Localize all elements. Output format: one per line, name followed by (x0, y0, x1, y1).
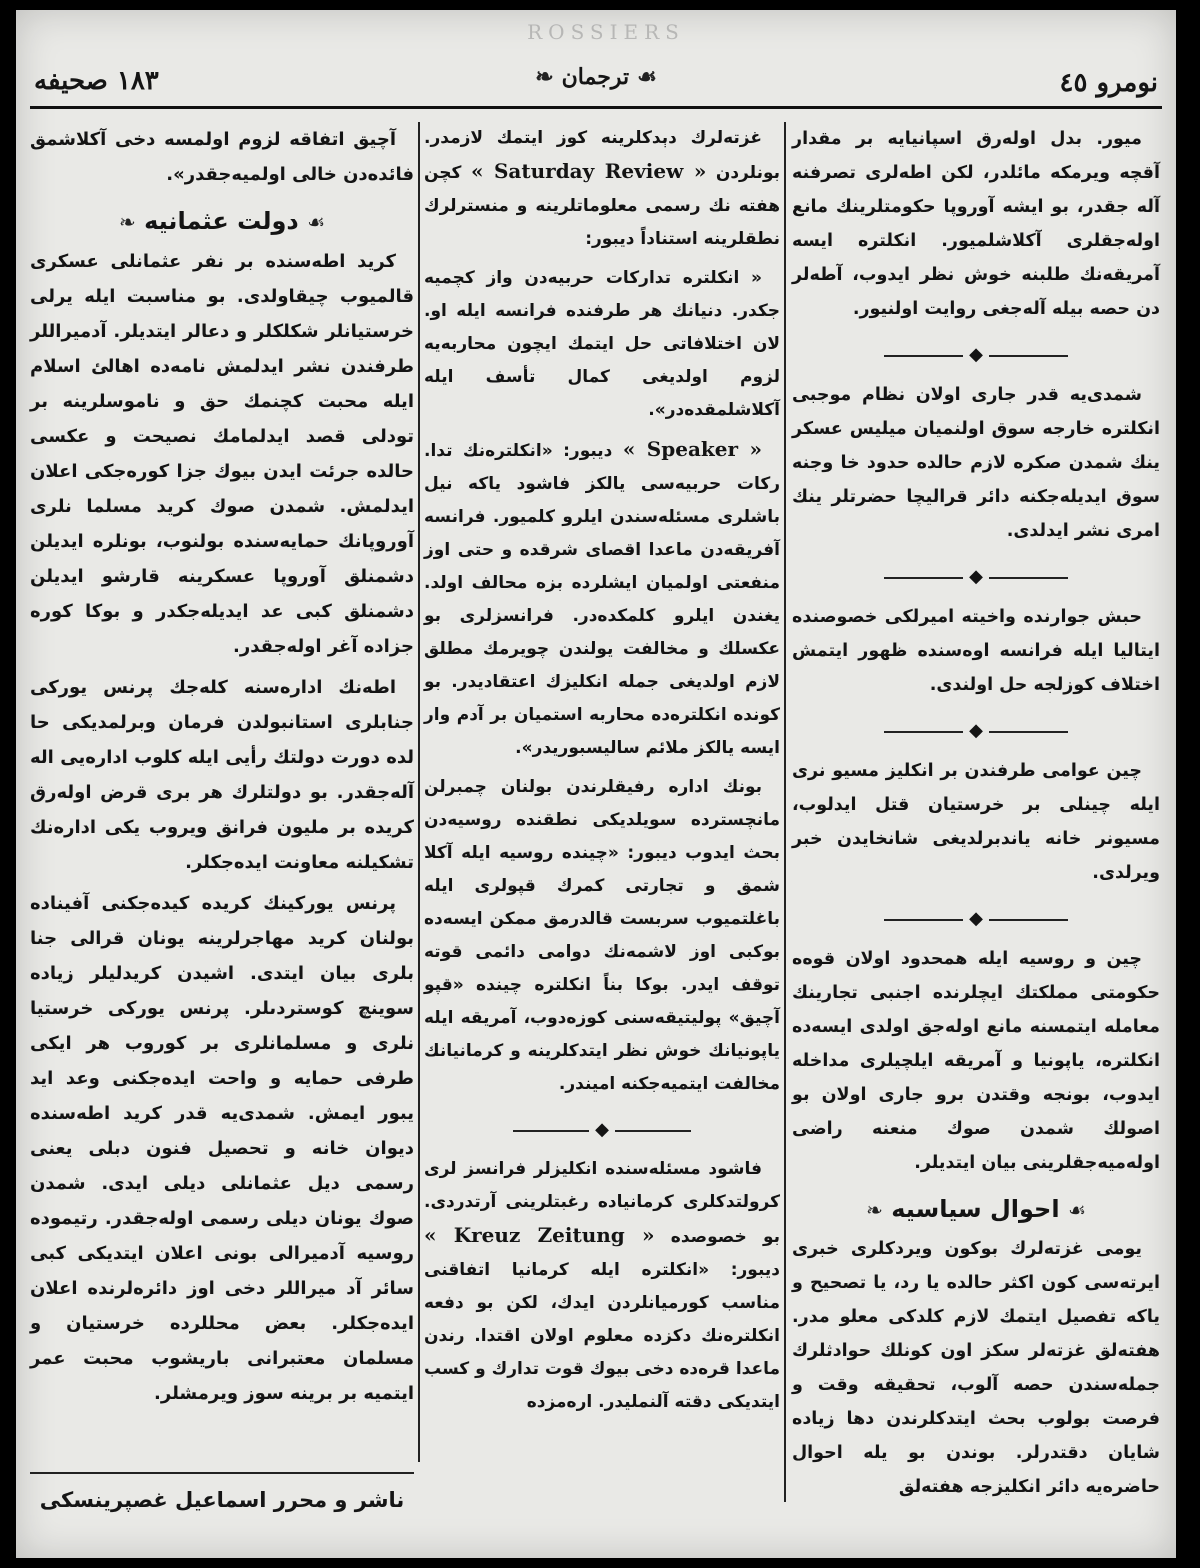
article-text: كچن هفته (424, 163, 781, 216)
ornament-icon: ❧ (535, 64, 554, 90)
article-paragraph (424, 433, 780, 765)
periodical-name: « Speaker » (622, 437, 762, 461)
ornament-icon: ☙ (307, 210, 326, 234)
section-heading-political (792, 1186, 1160, 1232)
diamond-icon: ◆ (963, 344, 989, 365)
section-heading-ottoman (30, 198, 414, 244)
article-text: فاشود مسئلەسنده انكليزلر فرانسز لرى كرولتدكلرى كرمانياده رغبتلرينى آرتدردى. بو خصوصده (424, 1159, 780, 1247)
article-text: غزتەلرك دېدكلرينه كوز ايتمك لازمدر. بونلردن (424, 128, 781, 183)
article-paragraph: چين و روسيه ايله همحدود اولان قوەه حكومتى مملكتك ايچلرنده اجنبى تجارينك معامله ايتمسنه مانع اولەجق اولدى ايسەده انكلتره، ياپونيا و آمريقه ايلچيلرى مداخله ايدوب، بونجه وقتدن برو جارى اولان بو اصولك شمدن صوك منعنه راضى اولەميەجقلرينى بيان ايتديلر. (792, 949, 1160, 1173)
section-divider (792, 554, 1160, 600)
article-paragraph: آچيق اتفاقه لزوم اولمسه دخى آكلاشمق فائدەدن خالى اولميەجقدر». (30, 129, 414, 185)
footer-rule (30, 1472, 414, 1474)
article-paragraph: حبش جوارنده واخيته اميرلكى خصوصنده ايتاليا ايله فرانسه اوەسنده ظهور ايتمش اختلاف كوزلجه حل اولندى. (792, 607, 1160, 695)
article-paragraph (424, 122, 780, 256)
ornament-icon: ☙ (1067, 1198, 1086, 1222)
column-middle (424, 122, 780, 1425)
article-paragraph: يومى غزتەلرك بوكون ويردكلرى خبرى ايرتەسى كون اكثر حالده يا رد، يا تصحيح و ياكه تفصيل ايتمك لازم كلدكى معلو مدر. هفتەلق غزتەلر سكز اون كونلك حوادثلرك جملەسندن حصه آلوب، تحقيقه وقت و فرصت بولوب بحث ايتدكلرندن دها زياده شايان دقتدرلر. بوندن بو يله احوال حاضرەيه دائر انكليزجه هفتەلق (792, 1239, 1160, 1497)
article-paragraph: پرنس يوركينك كريده كيدەجكنى آفيناده بولنان كريد مهاجرلرينه يونان قرالى جنا بلرى بيان ايتدى. اشيدن كريدليلر زياده سوينچ كوستردىلر. پرنس يوركى خرستيا نلرى و مسلمانلرى بر كوروب هر ايكى طرفى حمايه و واحت ايدەجكنى وعد ايد يبور ايمش. شمدى‌يه قدر كريد اطەسنده ديوان خانه و تحصيل فنون دبلى يعنى رسمى ديل عثمانلى ديلى ايدى. شمدن صوك يونان ديلى رسمى اولەجقدر. رتيموده روسيه آدميرالى بونى اعلان ايتديكى كبى سائر آد ميراللر دخى اوز دائرەلرنده اعلان ايدەجكلر. بعض محللرده خرستيان و مسلمان معتبرانى باريشوب محبت عمر ايتميه بر برينه سوز ويرمشلر. (30, 893, 414, 1404)
page-number: ١٨٣ صحيفه (34, 66, 159, 96)
article-paragraph: ميور. بدل اولەرق اسپانيايه بر مقدار آقچه ويرمكه مائلدر، لكن اطەلرى تصرفنه آله جقدر، بو ايشه آوروپا حكومتلرينك مانع اولەجقلرى آكلاشلميور. انكلتره ايسه آمريقەنك طلبنه خوش نظر ايدوب، آطەلر دن حصه بيله آلەجغى روايت اولنيور. (792, 129, 1160, 319)
publisher-line: ناشر و محرر اسماعيل غصپرينسكى (39, 1488, 405, 1512)
column-right (792, 122, 1160, 1510)
ornament-icon: ❧ (866, 1198, 883, 1222)
article-text: ديبور: «انكلتره ايله كرمانيا اتفاقنى مناسب كورميانلردن ايدك، لكن بو دفعه انكلترەنك دكزده معلوم اولان اقتدا. رندن ماعدا قرەده دخى بيوك قوت تدارك و كسب ايتديكى دقته آلنمليدر. ارەمزده (424, 1260, 780, 1412)
masthead (34, 60, 1158, 110)
issue-number: نومرو ٤٥ (1059, 68, 1158, 98)
diamond-icon: ◆ (589, 1119, 615, 1140)
bleed-through-text: ROSSIERS (527, 20, 685, 44)
column-divider (418, 122, 420, 1462)
diamond-icon: ◆ (963, 720, 989, 741)
article-paragraph: اطەنك ادارەسنه كلەجك پرنس يوركى جنابلرى استانبولدن فرمان وبرلمديكى حا لده دورت دولتك رأيى ايله كلوب ادارەيى اله آلەجقدر. بو دولتلرك هر برى قرض اولەرق كريده بر مليون فرانق ويروب يكى ادارەنك تشكيلنه معاونت ايدەجكلر. (30, 677, 414, 873)
newspaper-title-block (535, 64, 657, 90)
newspaper-title: ترجمان (561, 64, 630, 90)
periodical-name: « Saturday Review » (470, 159, 707, 183)
ornament-icon: ❧ (118, 210, 136, 234)
ornament-icon: ☙ (637, 64, 657, 90)
newspaper-page (16, 10, 1176, 1558)
article-paragraph: چين عوامى طرفندن بر انكليز مسيو نرى ايله چينلى بر خرستيان قتل ايدلوب، مسيونر خانه ياندبرلديغى شانخايدن خبر ويرلدى. (792, 761, 1160, 883)
periodical-name: « Kreuz Zeitung » (424, 1223, 655, 1247)
section-heading-text: احوال سياسيه (891, 1195, 1060, 1223)
section-divider (792, 896, 1160, 942)
article-paragraph (424, 1153, 780, 1419)
section-divider (792, 708, 1160, 754)
article-paragraph: كريد اطەسنده بر نفر عثمانلى عسكرى قالميوب چيقاولدى. بو مناسبت ايله يرلى خرستيانلر شكلكلر و دعالر ايتديلر. آدميراللر طرفندن نشر ايدلمش نامەده اهالئ اسلام ايله محبت كچنمك حق و ناموسلرينه بر تودلى قصد ايدلمامك نصيحت و عكسى حالده جرئت ايدن بيوك جزا كورەجكى اعلان ايدلمش. شمدن صوك كريد مسلما نلرى آوروپانك حمايەسنده بولنوب، بونلره ايديلن دشمنلق آوروپا عسكرينه قارشو ايديلن دشمنلق كبى عد ايديلەجكدر و بوكا كوره جزاده آغر اولەجقدر. (30, 251, 414, 657)
article-text: ديبور: «انكلترەنك تدا. ركات حربيەسى يالكز فاشود ياكه نيل باشلرى مسئلەسندن ايلرو كلميور. فرانسه آفريقەدن ماعدا اقصاى شرقده و حتى اوز منفعتى اولميان ايشلرده بزه محالف اولد. يغندن ايلرو كلمكدەدر. فرانسزلرى بو عكسلك و مخالفت يولندن چويرمك مطلق لازم اولديغى جمله انكليزك اعتقاديدر. بو كونده انكلترەده محاربه استميان بر آدم وار ايسه يالكز ملائم ساليسبوريدر». (424, 441, 780, 758)
diamond-icon: ◆ (963, 566, 989, 587)
article-text: نك رسمى معلوماتلرينه و منسترلرك نطقلرينه استناداً ديبور: (424, 196, 780, 249)
section-heading-text: دولت عثمانيه (144, 207, 299, 235)
section-divider (424, 1107, 780, 1153)
column-divider (784, 122, 786, 1502)
diamond-icon: ◆ (963, 908, 989, 929)
article-paragraph: شمدى‌يه قدر جارى اولان نظام موجبى انكلتره خارجه سوق اولنميان ميليس عسكر ينك شمدن صكره لازم حالده حدود خا وجنه سوق ايديلەجكنه دائر قراليچا حضرتلر ينك امرى نشر ايدلدى. (792, 385, 1160, 541)
masthead-rule (30, 106, 1162, 109)
column-left (30, 122, 414, 1417)
article-paragraph: « انكلتره تداركات حربيەدن واز كچميه جكدر. دنيانك هر طرفنده فرانسه ايله او. لان اختلافاتى حل ايتمك ايچون محاربەيه لزوم اولديغى كمال تأسف ايله آكلاشلمقدەدر». (424, 268, 780, 420)
section-divider (792, 332, 1160, 378)
article-paragraph: بونك اداره رفيقلرندن بولنان چمبرلن مانچسترده سويلديكى نطقنده روسيەدن بحث ايدوب ديبور: «چينده روسيه ايله آكلا شمق و تجارتى كمرك قپولرى ايله باغلتميوب سربست قالدرمق ممكن ايسەده بوكبى اوز لاشمەنك دوامى دائمى قوته توقف ايدر. بوكا بناً انكلتره چينده «قپو آچيق» پوليتيقەسنى كوزەدوب، آمريقه ايله ياپونيانك خوش نظر ايتدكلرينه و كرمانيانك مخالفت ايتميەجكنه اميندر. (424, 777, 780, 1094)
